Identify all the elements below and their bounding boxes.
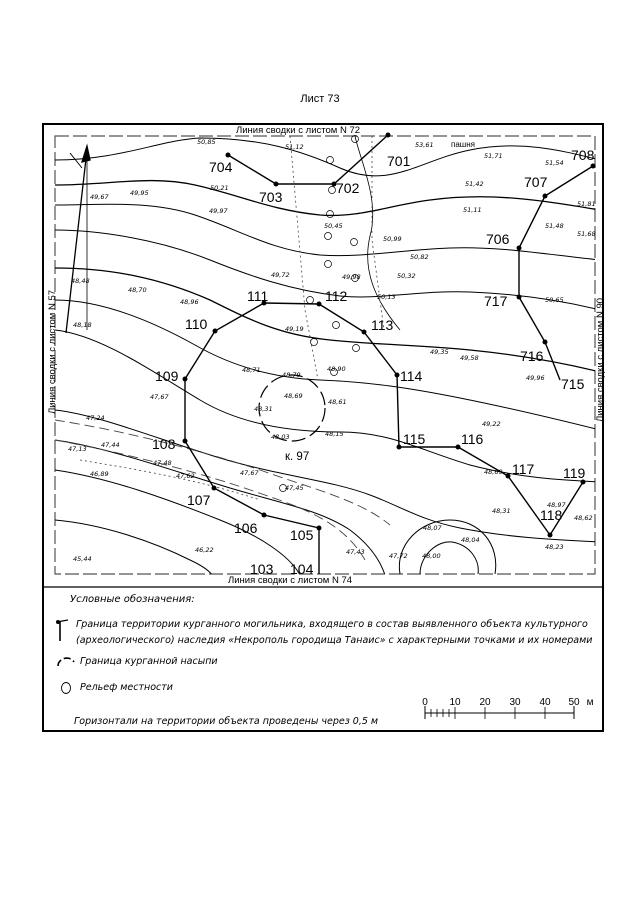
point-label: 112 bbox=[325, 288, 348, 304]
legend-boundary-text-1: Граница территории курганного могильника, входящего в состав выявленного объекта культурного bbox=[76, 619, 588, 630]
elevation-label: 48,00 bbox=[422, 552, 441, 560]
elevation-marks bbox=[68, 138, 596, 563]
elevation-label: 53,61 bbox=[415, 141, 434, 149]
elevation-label: 46,22 bbox=[195, 546, 214, 554]
legend-mound-symbol bbox=[58, 658, 74, 666]
point-label: 116 bbox=[461, 431, 484, 447]
elevation-label: 51,12 bbox=[285, 143, 304, 151]
elevation-label: 47,45 bbox=[285, 484, 304, 492]
elevation-label: 48,04 bbox=[461, 536, 480, 544]
contour-note: Горизонтали на территории объекта проведены через 0,5 м bbox=[74, 716, 379, 727]
elevation-label: 49,35 bbox=[430, 348, 449, 356]
elevation-label: 50,99 bbox=[383, 235, 402, 243]
elevation-label: 49,22 bbox=[482, 420, 501, 428]
elevation-label: 50,13 bbox=[377, 293, 396, 301]
point-label: 702 bbox=[336, 180, 360, 196]
scale-unit: м bbox=[586, 697, 594, 708]
edge-label-top: Линия сводки с листом N 72 bbox=[235, 125, 361, 136]
elevation-label: 51,54 bbox=[545, 159, 564, 167]
elevation-label: 48,31 bbox=[492, 507, 511, 515]
point-label: 704 bbox=[209, 159, 233, 175]
point-label: 716 bbox=[520, 348, 544, 364]
legend-title: Условные обозначения: bbox=[70, 594, 195, 605]
point-label: 701 bbox=[387, 153, 411, 169]
elevation-label: 49,67 bbox=[90, 193, 109, 201]
point-label: 104 bbox=[290, 561, 314, 577]
edge-label-bottom: Линия сводки с листом N 74 bbox=[227, 575, 353, 586]
point-label: 109 bbox=[155, 368, 179, 384]
elevation-label: 47,44 bbox=[101, 441, 120, 449]
sheet-title: Лист 73 bbox=[300, 93, 340, 105]
elevation-label: 51,71 bbox=[484, 152, 503, 160]
legend-relief-symbol bbox=[62, 683, 71, 694]
elevation-label: 48,07 bbox=[423, 524, 442, 532]
elevation-label: 51,42 bbox=[465, 180, 484, 188]
edge-label-left: Линия сводки с листом N 57 bbox=[47, 289, 58, 415]
elevation-label: 50,21 bbox=[210, 184, 229, 192]
edge-label-right: Линия сводки с листом N 90 bbox=[595, 297, 606, 423]
elevation-label: 48,90 bbox=[327, 365, 346, 373]
elevation-label: 48,15 bbox=[325, 430, 344, 438]
elevation-label: 49,96 bbox=[526, 374, 545, 382]
point-label: 117 bbox=[512, 461, 535, 477]
elevation-label: 51,81 bbox=[577, 200, 596, 208]
elevation-label: 49,19 bbox=[285, 325, 304, 333]
elevation-label: 45,44 bbox=[73, 555, 92, 563]
elevation-label: 48,69 bbox=[284, 392, 303, 400]
elevation-label: 48,97 bbox=[547, 501, 566, 509]
elevation-label: 49,72 bbox=[271, 271, 290, 279]
elevation-label: 47,48 bbox=[153, 459, 172, 467]
point-label: 114 bbox=[400, 368, 423, 384]
elevation-label: 50,82 bbox=[410, 253, 429, 261]
elevation-label: 50,45 bbox=[324, 222, 343, 230]
kurgan-label: к. 97 bbox=[285, 451, 310, 463]
elevation-label: 49,58 bbox=[460, 354, 479, 362]
elevation-label: 48,96 bbox=[180, 298, 199, 306]
elevation-label: 48,79 bbox=[282, 371, 301, 379]
scale-tick-label: 30 bbox=[509, 697, 521, 708]
elevation-label: 50,32 bbox=[397, 272, 416, 280]
point-label: 106 bbox=[234, 520, 258, 536]
scale-bar bbox=[422, 697, 593, 719]
elevation-label: 51,11 bbox=[463, 206, 482, 214]
point-label: 707 bbox=[524, 174, 548, 190]
point-label: 118 bbox=[540, 507, 563, 523]
elevation-label: 48,31 bbox=[254, 405, 273, 413]
field-label: пашня bbox=[451, 140, 475, 149]
elevation-label: 47,72 bbox=[389, 552, 408, 560]
elevation-label: 47,62 bbox=[176, 472, 195, 480]
elevation-label: 48,69 bbox=[484, 468, 503, 476]
scale-tick-label: 40 bbox=[539, 697, 551, 708]
point-label: 113 bbox=[371, 317, 394, 333]
contour-lines bbox=[55, 136, 600, 575]
north-arrow bbox=[66, 146, 90, 333]
elevation-label: 49,95 bbox=[130, 189, 149, 197]
point-label: 119 bbox=[563, 465, 586, 481]
elevation-label: 48,62 bbox=[574, 514, 593, 522]
legend-boundary-text-2: (археологического) наследия «Некрополь городища Танаис» с характерными точками и их номерами bbox=[76, 635, 593, 646]
elevation-label: 50,85 bbox=[197, 138, 216, 146]
elevation-label: 47,67 bbox=[150, 393, 169, 401]
elevation-label: 47,67 bbox=[240, 469, 259, 477]
scale-tick-label: 20 bbox=[479, 697, 491, 708]
point-label: 111 bbox=[247, 288, 269, 304]
legend-mound-text: Граница курганной насыпи bbox=[80, 656, 218, 667]
elevation-label: 48,03 bbox=[271, 433, 290, 441]
point-label: 110 bbox=[185, 316, 208, 332]
elevation-label: 48,70 bbox=[128, 286, 147, 294]
point-label: 108 bbox=[152, 436, 176, 452]
elevation-label: 47,43 bbox=[346, 548, 365, 556]
elevation-label: 50,65 bbox=[545, 296, 564, 304]
point-label: 715 bbox=[561, 376, 585, 392]
scale-tick-label: 50 bbox=[568, 697, 580, 708]
elevation-label: 46,89 bbox=[90, 470, 109, 478]
elevation-label: 49,97 bbox=[209, 207, 228, 215]
point-label: 115 bbox=[403, 431, 426, 447]
scale-tick-label: 10 bbox=[449, 697, 461, 708]
point-label: 706 bbox=[486, 231, 510, 247]
point-label: 708 bbox=[571, 147, 595, 163]
elevation-label: 48,23 bbox=[545, 543, 564, 551]
elevation-label: 51,68 bbox=[577, 230, 596, 238]
point-label: 105 bbox=[290, 527, 314, 543]
boundary-line-north bbox=[228, 135, 388, 184]
elevation-label: 49,98 bbox=[342, 273, 361, 281]
point-label: 717 bbox=[484, 293, 508, 309]
elevation-label: 48,48 bbox=[71, 277, 90, 285]
point-label: 107 bbox=[187, 492, 211, 508]
elevation-label: 47,13 bbox=[68, 445, 87, 453]
legend-relief-text: Рельеф местности bbox=[80, 682, 173, 693]
elevation-label: 48,71 bbox=[242, 366, 261, 374]
point-label: 103 bbox=[250, 561, 274, 577]
elevation-label: 47,24 bbox=[86, 414, 105, 422]
elevation-label: 51,48 bbox=[545, 222, 564, 230]
point-label: 703 bbox=[259, 189, 283, 205]
elevation-label: 48,61 bbox=[328, 398, 347, 406]
elevation-label: 48,18 bbox=[73, 321, 92, 329]
legend-boundary-symbol bbox=[56, 620, 68, 641]
scale-tick-label: 0 bbox=[422, 697, 428, 708]
